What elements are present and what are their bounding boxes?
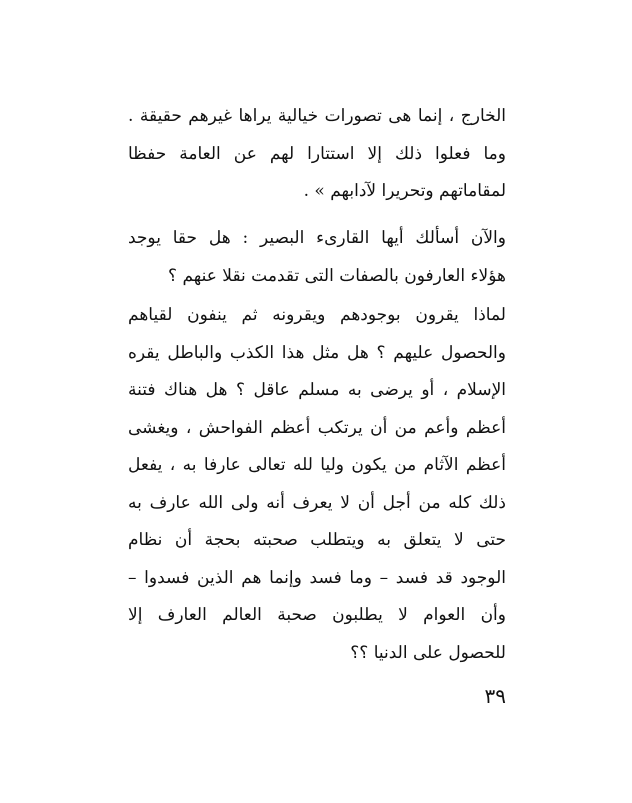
text-line: هؤلاء العارفون بالصفات التى تقدمت نقلا عنهم ؟ [168,265,506,286]
text-line: الإسلام ، أو يرضى به مسلم عاقل ؟ هل هناك فتنة [128,380,506,400]
text-line: وما فعلوا ذلك إلا استتارا لهم عن العامة حفظا [128,143,506,164]
paragraph-1 [128,98,506,211]
text-line: الوجود قد فسد – وما فسد وإنما هم الذين فسدوا – [128,567,506,588]
text-line: الخارج ، إنما هى تصورات خيالية يراها غيرهم حقيقة . [128,106,506,126]
text-line: والحصول عليهم ؟ هل مثل هذا الكذب والباطل يقره [128,342,506,363]
page-number: ٣٩ [484,684,506,708]
text-line: لمقاماتهم وتحريرا لآدابهم » . [303,181,506,201]
text-line: حتى لا يتعلق به ويتطلب صحبته بحجة أن نظام [128,530,506,550]
text-line: ذلك كله من أجل أن لا يعرف أنه ولى الله عارف به [128,492,506,513]
text-line: للحصول على الدنيا ؟؟ [350,642,506,663]
paragraph-3 [128,297,506,672]
text-line: أعظم وأعم من أن يرتكب أعظم الفواحش ، ويغشى [128,417,506,438]
text-line: وأن العوام لا يطلبون صحبة العالم العارف إلا [128,605,506,625]
text-line: أعظم الآثام من يكون وليا لله تعالى عارفا به ، يفعل [128,455,506,475]
text-line: لماذا يقرون بوجودهم ويقرونه ثم ينفون لقياهم [128,305,506,325]
paragraph-2 [128,220,506,295]
text-line: والآن أسألك أيها القارىء البصير : هل حقا يوجد [128,228,506,248]
